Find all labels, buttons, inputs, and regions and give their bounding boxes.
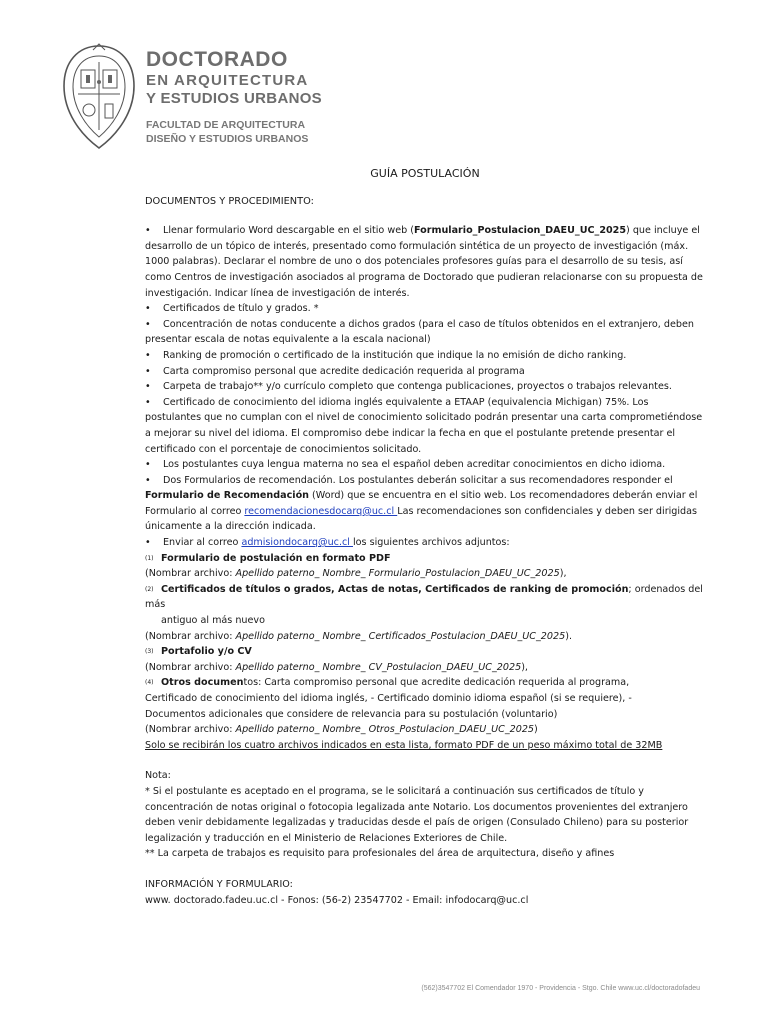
bullet: • xyxy=(145,381,151,393)
list-item xyxy=(145,317,705,348)
note-2: ** La carpeta de trabajos es requisito para profesionales del área de arquitectura, diseño y afines xyxy=(145,848,615,860)
list-item xyxy=(145,395,705,457)
list-item xyxy=(145,301,705,317)
list-item xyxy=(145,457,705,473)
bullet: • xyxy=(145,349,151,361)
file-name-rule xyxy=(145,566,705,582)
recommendations-email-link[interactable]: recomendacionesdocarq@uc.cl xyxy=(244,505,398,517)
brand-subtitle-1: EN ARQUITECTURA xyxy=(146,72,309,89)
letterhead xyxy=(60,42,760,162)
bullet: • xyxy=(145,303,151,315)
faculty-line-1: FACULTAD DE ARQUITECTURA xyxy=(146,119,306,131)
file-label: (Nombrar archivo: xyxy=(145,630,236,642)
file-end: ). xyxy=(565,630,572,642)
item-text: los siguientes archivos adjuntos: xyxy=(353,537,510,549)
file-name-rule xyxy=(145,629,705,645)
faculty-name xyxy=(146,118,646,146)
list-item xyxy=(145,473,705,535)
spacer xyxy=(145,753,705,768)
file-item-4 xyxy=(145,675,705,691)
note-1: * Si el postulante es aceptado en el programa, se le solicitará a continuación sus certificados de título y concentración de notas original o fotocopia legalizada ante Notario. Los documentos provenientes del extranjero deben venir debidamente legalizadas y traducidas desde el país de origen (Consulado Chileno) para su posterior legalización y traducción en el Ministerio de Relaciones Exteriores de Chile. xyxy=(145,785,689,844)
file-name: Apellido paterno_ Nombre_ Otros_Postulacion_DAEU_UC_2025 xyxy=(235,724,535,736)
section-heading: DOCUMENTOS Y PROCEDIMIENTO: xyxy=(145,195,314,207)
file-item-1 xyxy=(145,551,705,567)
bullet: • xyxy=(145,225,151,237)
bullet: • xyxy=(145,537,151,549)
page-footer: (562)3547702 El Comendador 1970 - Providencia - Stgo. Chile www.uc.cl/doctoradofadeu xyxy=(421,985,700,992)
file-label: (Nombrar archivo: xyxy=(145,661,236,673)
list-item xyxy=(145,348,705,364)
file-title: Otros documen xyxy=(161,677,244,689)
file-title: Portafolio y/o CV xyxy=(161,646,252,658)
program-brand xyxy=(146,48,646,146)
bullet: • xyxy=(145,459,151,471)
form-name: Formulario_Postulacion_DAEU_UC_2025 xyxy=(413,225,627,237)
item-text: Certificado de conocimiento del idioma inglés equivalente a ETAAP (equivalencia Michigan) 75%. Los postulantes que no cumplan con el nivel de conocimiento solicitado podrán presentar una carta comprometiéndose a mejorar su nivel del idioma. El compromiso debe indicar la fecha en que el postulante pretende presentar el certificado con el porcentaje de conocimientos solicitado. xyxy=(145,396,703,455)
file-desc: tos: Carta compromiso personal que acredite dedicación requerida al programa, xyxy=(243,677,630,689)
file-title: Formulario de postulación en formato PDF xyxy=(161,552,391,564)
list-item xyxy=(145,535,705,551)
item-text: Las recomendaciones son confidenciales y deben ser dirigidas únicamente a la dirección indicada. xyxy=(145,505,698,533)
file-label: (Nombrar archivo: xyxy=(145,724,236,736)
spacer xyxy=(145,862,705,877)
file-name-rule xyxy=(145,660,705,676)
bullet: • xyxy=(145,474,151,486)
info-heading: INFORMACIÓN Y FORMULARIO: xyxy=(145,878,293,890)
file-name: Apellido paterno_ Nombre_ CV_Postulacion_DAEU_UC_2025 xyxy=(235,661,522,673)
item-text: Carpeta de trabajo** y/o currículo completo que contenga publicaciones, proyectos o trabajos relevantes. xyxy=(163,381,672,393)
file-label: (Nombrar archivo: xyxy=(145,568,236,580)
file-item-3 xyxy=(145,644,705,660)
file-name: Apellido paterno_ Nombre_ Certificados_Postulacion_DAEU_UC_2025 xyxy=(235,630,566,642)
item-text: Concentración de notas conducente a dichos grados (para el caso de títulos obtenidos en el extranjero, deben presentar escala de notas equivalente a la escala nacional) xyxy=(145,318,694,346)
file-number: (4) xyxy=(145,679,154,687)
file-desc: ; ordenados del más xyxy=(145,583,703,611)
item-text: Ranking de promoción o certificado de la institución que indique la no emisión de dicho ranking. xyxy=(163,349,627,361)
admission-email-link[interactable]: admisiondocarq@uc.cl xyxy=(241,537,353,549)
faculty-line-2: DISEÑO Y ESTUDIOS URBANOS xyxy=(146,133,309,145)
file-end: ), xyxy=(521,661,528,673)
item-text: Carta compromiso personal que acredite dedicación requerida al programa xyxy=(163,365,525,377)
item-text: ) que incluye el desarrollo de un tópico de interés, presentado como formulación sintética de un proyecto de investigación (máx. 1000 palabras). Declarar el nombre de uno o dos potenciales profesores guías para el desarrollo de su tesis, así como Centros de investigación asociados al programa de Doctorado que pudieran relacionarse con su propuesta de investigación. Indicar línea de investigación de interés. xyxy=(145,225,703,299)
item-text: Los postulantes cuya lengua materna no sea el español deben acreditar conocimientos en dicho idioma. xyxy=(163,459,666,471)
brand-subtitle-2: Y ESTUDIOS URBANOS xyxy=(146,90,322,107)
item-text: Enviar al correo xyxy=(163,537,242,549)
item-text: Certificados de título y grados. * xyxy=(163,303,319,315)
file-end: ), xyxy=(559,568,567,580)
bullet: • xyxy=(145,396,151,408)
file-desc-cont: Documentos adicionales que considere de relevancia para su postulación (voluntario) xyxy=(145,708,558,720)
note-heading: Nota: xyxy=(145,770,171,782)
file-item-2 xyxy=(145,582,705,613)
file-number: (2) xyxy=(145,585,154,593)
item-text: (Word) que se encuentra en el sitio web. Los recomendadores deberán enviar el Formulario al correo xyxy=(145,490,698,517)
file-name-rule xyxy=(145,722,705,738)
brand-title: DOCTORADO xyxy=(146,48,288,71)
bullet: • xyxy=(145,365,151,377)
file-end: ) xyxy=(534,724,538,736)
file-number: (1) xyxy=(145,554,154,562)
file-name: Apellido paterno_ Nombre_ Formulario_Postulacion_DAEU_UC_2025 xyxy=(235,568,560,580)
list-item xyxy=(145,379,705,395)
file-desc-cont: antiguo al más nuevo xyxy=(161,615,265,627)
page-title: GUÍA POSTULACIÓN xyxy=(370,167,480,180)
item-text: Llenar formulario Word descargable en el sitio web ( xyxy=(163,225,414,237)
final-note: Solo se recibirán los cuatro archivos indicados en esta lista, formato PDF de un peso máximo total de 32MB xyxy=(145,739,663,751)
recommendation-form-name: Formulario de Recomendación xyxy=(145,490,309,502)
university-seal-icon xyxy=(60,42,138,152)
list-item xyxy=(145,223,705,301)
file-desc-cont: Certificado de conocimiento del idioma inglés, - Certificado dominio idioma español (si se requiere), - xyxy=(145,693,632,704)
contact-info: www. doctorado.fadeu.uc.cl - Fonos: (56-2) 23547702 - Email: infodocarq@uc.cl xyxy=(145,894,529,906)
item-text: Dos Formularios de recomendación. Los postulantes deberán solicitar a sus recomendadores responder el xyxy=(163,474,673,486)
list-item xyxy=(145,364,705,380)
bullet: • xyxy=(145,318,151,330)
file-number: (3) xyxy=(145,648,154,656)
file-title: Certificados de títulos o grados, Actas de notas, Certificados de ranking de promoción xyxy=(161,583,629,595)
document-body xyxy=(145,166,705,908)
